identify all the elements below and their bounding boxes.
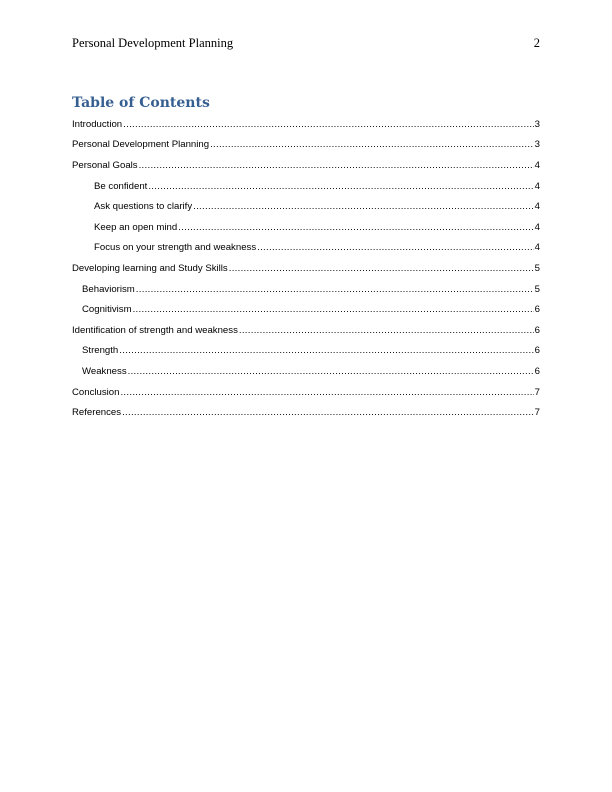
toc-heading: Table of Contents <box>72 95 210 111</box>
toc-entry[interactable] <box>72 341 540 362</box>
toc-entry-title: Strength <box>82 345 119 357</box>
toc-dot-leader <box>120 387 533 398</box>
toc-entry[interactable] <box>72 361 540 382</box>
toc-entry-title: Developing learning and Study Skills <box>72 262 228 274</box>
toc-entry-page: 6 <box>534 324 540 336</box>
toc-entry-title: Be confident <box>94 180 148 192</box>
toc-dot-leader <box>122 407 534 418</box>
toc-entry-page: 4 <box>534 159 540 171</box>
toc-entry-page: 4 <box>534 201 540 213</box>
toc-dot-leader <box>139 160 534 171</box>
toc-dot-leader <box>123 119 534 130</box>
toc-entry-title: Personal Goals <box>72 159 138 171</box>
toc-entry-title: Keep an open mind <box>94 221 178 233</box>
toc-entry[interactable] <box>72 217 540 238</box>
toc-entry-page: 5 <box>534 283 540 295</box>
toc-dot-leader <box>210 139 534 150</box>
toc-entry-title: Identification of strength and weakness <box>72 324 238 336</box>
toc-dot-leader <box>136 284 534 295</box>
toc-entry[interactable] <box>72 155 540 176</box>
toc-entry[interactable] <box>72 382 540 403</box>
toc-entry-title: Behaviorism <box>82 283 135 295</box>
toc-entry[interactable] <box>72 279 540 300</box>
toc-entry[interactable] <box>72 114 540 135</box>
toc-entry-page: 3 <box>534 139 540 151</box>
toc-entry-page: 4 <box>534 242 540 254</box>
page-number: 2 <box>533 36 540 50</box>
toc-entry-page: 3 <box>534 118 540 130</box>
toc-entry-title: Ask questions to clarify <box>94 201 193 213</box>
toc-entry-title: Focus on your strength and weakness <box>94 242 257 254</box>
toc-dot-leader <box>148 181 533 192</box>
toc-entry-title: Personal Development Planning <box>72 139 210 151</box>
table-of-contents <box>72 114 540 423</box>
toc-dot-leader <box>239 325 534 336</box>
toc-dot-leader <box>193 201 534 212</box>
toc-entry-title: Conclusion <box>72 386 120 398</box>
toc-entry-title: Introduction <box>72 118 123 130</box>
toc-entry[interactable] <box>72 196 540 217</box>
toc-entry-page: 6 <box>534 365 540 377</box>
toc-entry-page: 6 <box>534 304 540 316</box>
toc-entry-title: References <box>72 407 122 419</box>
toc-entry[interactable] <box>72 135 540 156</box>
toc-entry-page: 5 <box>534 262 540 274</box>
toc-entry[interactable] <box>72 176 540 197</box>
toc-dot-leader <box>178 222 533 233</box>
toc-dot-leader <box>257 242 534 253</box>
toc-entry[interactable] <box>72 299 540 320</box>
toc-entry[interactable] <box>72 258 540 279</box>
toc-entry-page: 6 <box>534 345 540 357</box>
toc-entry-title: Cognitivism <box>82 304 132 316</box>
toc-dot-leader <box>133 304 534 315</box>
toc-entry-page: 4 <box>534 180 540 192</box>
toc-entry-page: 7 <box>534 386 540 398</box>
toc-entry-page: 4 <box>534 221 540 233</box>
toc-entry[interactable] <box>72 238 540 259</box>
toc-entry-title: Weakness <box>82 365 127 377</box>
toc-dot-leader <box>229 263 534 274</box>
toc-dot-leader <box>119 345 533 356</box>
toc-entry[interactable] <box>72 320 540 341</box>
toc-dot-leader <box>128 366 534 377</box>
toc-entry-page: 7 <box>534 407 540 419</box>
running-head: Personal Development Planning <box>72 36 234 50</box>
toc-entry[interactable] <box>72 402 540 423</box>
